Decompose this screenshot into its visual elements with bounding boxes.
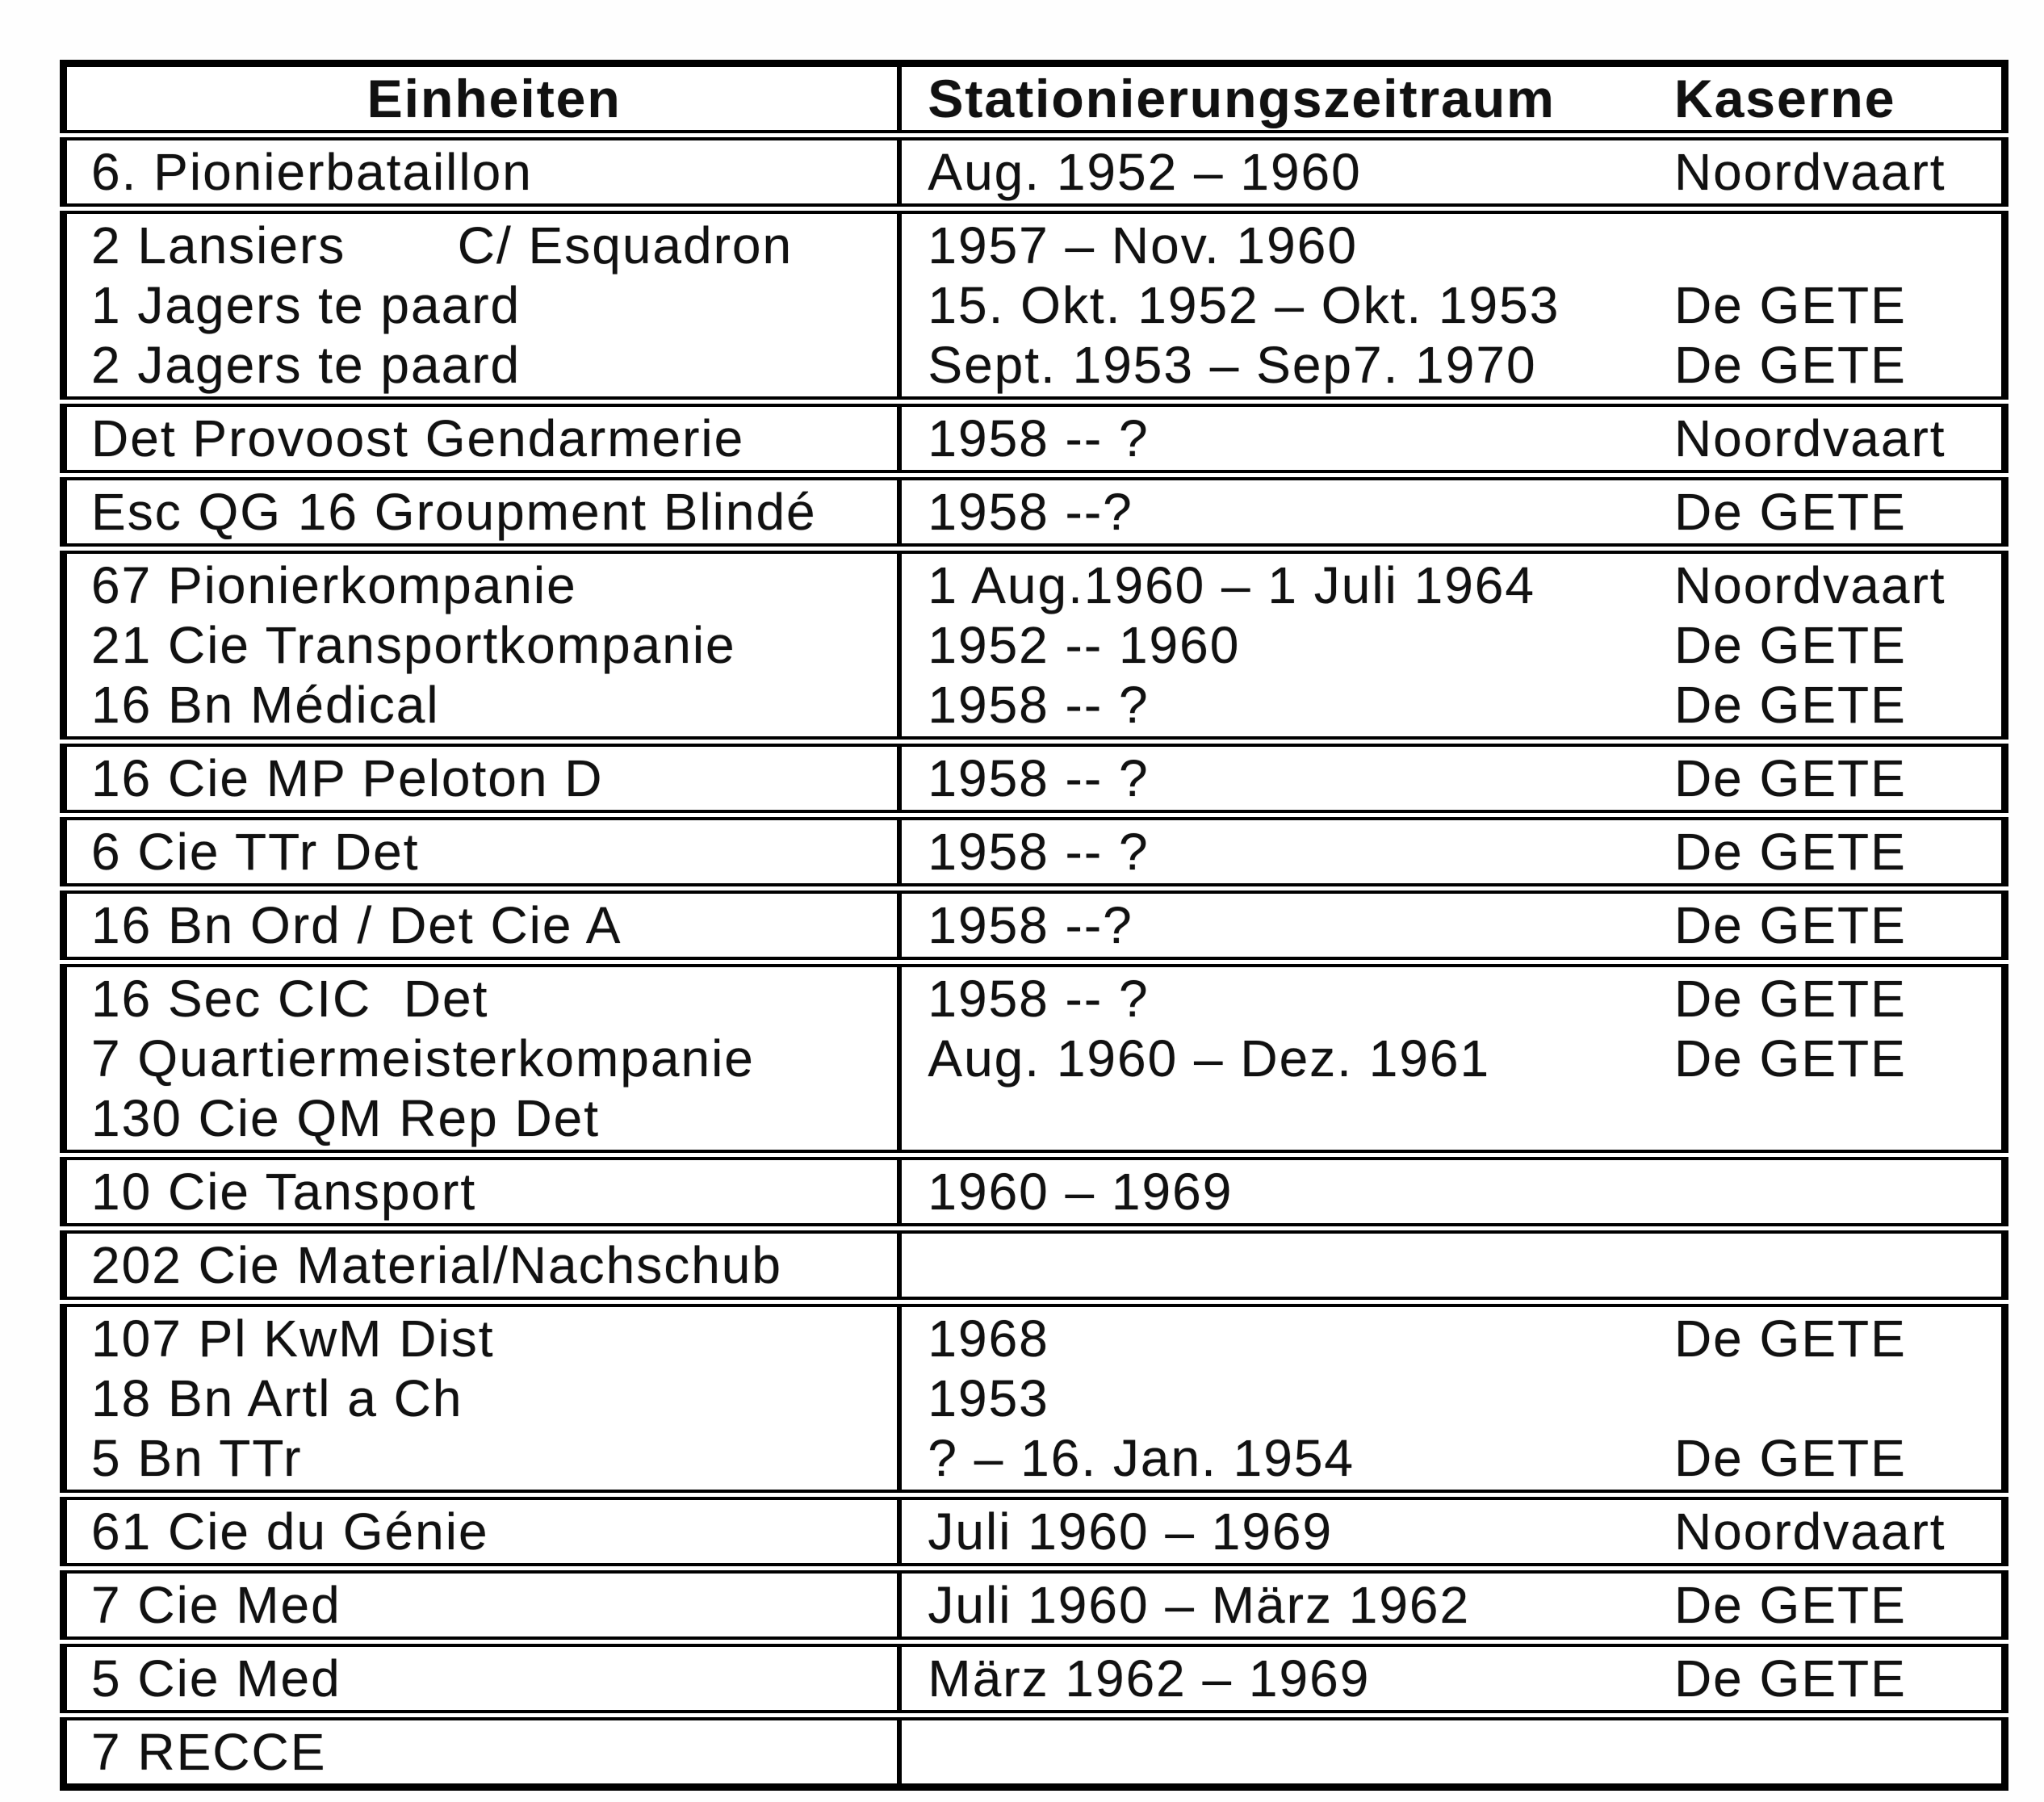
- period-cell: [899, 889, 1669, 962]
- unit-line: 2 Jagers te paard: [91, 336, 521, 394]
- period-cell: [899, 1302, 1669, 1495]
- period-cell: [899, 742, 1669, 815]
- unit-cell: [64, 136, 900, 209]
- table-row-group: [64, 889, 2005, 962]
- unit-line: 16 Bn Ord / Det Cie A: [91, 896, 622, 954]
- table-row-group: [64, 402, 2005, 476]
- kaserne-line: [1674, 1368, 2001, 1428]
- period-line: ? – 16. Jan. 1954: [928, 1429, 1355, 1487]
- period-cell: [899, 136, 1669, 209]
- kaserne-cell: [1669, 815, 2005, 889]
- period-cell: [899, 476, 1669, 549]
- kaserne-line: De GETE: [1673, 749, 1907, 807]
- unit-line: Esc QG 16 Groupment Blindé: [91, 483, 817, 541]
- table-header-row: [64, 64, 2005, 136]
- table-row-group: [64, 1642, 2005, 1716]
- period-line: 1953: [928, 1369, 1049, 1427]
- unit-line: 5 Cie Med: [91, 1649, 341, 1708]
- units-table-body: [64, 136, 2005, 1787]
- kaserne-cell: [1669, 476, 2005, 549]
- period-line: 1958 -- ?: [928, 823, 1150, 881]
- period-line: 1958 --?: [928, 896, 1133, 954]
- header-kaserne: Kaserne: [1673, 69, 1896, 128]
- kaserne-line: Noordvaart: [1673, 143, 1946, 201]
- period-line: 1958 -- ?: [928, 676, 1150, 734]
- kaserne-line: Noordvaart: [1673, 556, 1946, 614]
- kaserne-line: De GETE: [1673, 1029, 1907, 1087]
- unit-line: 21 Cie Transportkompanie: [91, 616, 736, 674]
- period-line: Juli 1960 – 1969: [928, 1502, 1334, 1561]
- kaserne-cell: [1669, 962, 2005, 1155]
- period-cell: [899, 815, 1669, 889]
- unit-line: 202 Cie Material/Nachschub: [91, 1236, 782, 1294]
- kaserne-line: De GETE: [1673, 896, 1907, 954]
- period-cell: [899, 549, 1669, 742]
- unit-cell: [64, 1569, 900, 1642]
- kaserne-line: De GETE: [1673, 1649, 1907, 1708]
- period-cell: [899, 962, 1669, 1155]
- kaserne-cell: [1669, 1155, 2005, 1229]
- unit-line: 7 Cie Med: [91, 1576, 341, 1634]
- unit-line: 2 Lansiers C/ Esquadron: [91, 216, 794, 274]
- period-line: Aug. 1960 – Dez. 1961: [928, 1029, 1491, 1087]
- table-row-group: [64, 1495, 2005, 1569]
- kaserne-line: Noordvaart: [1673, 409, 1946, 467]
- period-cell: [899, 1495, 1669, 1569]
- unit-line: 7 RECCE: [91, 1723, 327, 1781]
- table-row-group: [64, 1155, 2005, 1229]
- period-line: [928, 1235, 1669, 1295]
- kaserne-cell: [1669, 1302, 2005, 1495]
- period-cell: [899, 1716, 1669, 1787]
- table-row-group: [64, 815, 2005, 889]
- unit-cell: [64, 209, 900, 402]
- kaserne-line: De GETE: [1673, 276, 1907, 334]
- unit-line: 107 Pl KwM Dist: [91, 1310, 495, 1368]
- period-cell: [899, 1569, 1669, 1642]
- unit-line: 130 Cie QM Rep Det: [91, 1089, 601, 1147]
- kaserne-line: [1674, 1722, 2001, 1782]
- kaserne-line: De GETE: [1673, 1310, 1907, 1368]
- kaserne-line: De GETE: [1673, 336, 1907, 394]
- kaserne-cell: [1669, 402, 2005, 476]
- kaserne-line: De GETE: [1673, 823, 1907, 881]
- period-line: 1960 – 1969: [928, 1163, 1234, 1221]
- period-cell: [899, 1155, 1669, 1229]
- period-line: 1958 -- ?: [928, 970, 1150, 1028]
- period-cell: [899, 402, 1669, 476]
- kaserne-line: De GETE: [1673, 616, 1907, 674]
- unit-cell: [64, 889, 900, 962]
- period-line: 1 Aug.1960 – 1 Juli 1964: [928, 556, 1535, 614]
- period-line: Aug. 1952 – 1960: [928, 143, 1362, 201]
- unit-cell: [64, 476, 900, 549]
- period-line: 1952 -- 1960: [928, 616, 1241, 674]
- unit-line: 6. Pionierbataillon: [91, 143, 533, 201]
- unit-line: 7 Quartiermeisterkompanie: [91, 1029, 755, 1087]
- kaserne-line: [1674, 1088, 2001, 1148]
- period-line: 1958 -- ?: [928, 409, 1150, 467]
- period-line: 1957 – Nov. 1960: [928, 216, 1358, 274]
- kaserne-line: [1674, 216, 2001, 275]
- period-line: 1968: [928, 1310, 1049, 1368]
- unit-cell: [64, 742, 900, 815]
- unit-cell: [64, 1302, 900, 1495]
- kaserne-cell: [1669, 1229, 2005, 1302]
- table-row-group: [64, 549, 2005, 742]
- table-row-group: [64, 742, 2005, 815]
- kaserne-line: [1674, 1235, 2001, 1295]
- period-line: 15. Okt. 1952 – Okt. 1953: [928, 276, 1560, 334]
- unit-line: 67 Pionierkompanie: [91, 556, 577, 614]
- unit-cell: [64, 1155, 900, 1229]
- unit-line: 6 Cie TTr Det: [91, 823, 420, 881]
- unit-cell: [64, 1642, 900, 1716]
- period-line: Sept. 1953 – Sep7. 1970: [928, 336, 1537, 394]
- unit-line: 5 Bn TTr: [91, 1429, 303, 1487]
- unit-cell: [64, 549, 900, 742]
- unit-line: 16 Sec CIC Det: [91, 970, 489, 1028]
- period-line: [928, 1722, 1669, 1782]
- kaserne-cell: [1669, 549, 2005, 742]
- unit-line: Det Provoost Gendarmerie: [91, 409, 745, 467]
- kaserne-cell: [1669, 209, 2005, 402]
- kaserne-line: [1674, 1162, 2001, 1222]
- kaserne-line: De GETE: [1673, 1429, 1907, 1487]
- table-row-group: [64, 1716, 2005, 1787]
- unit-line: 18 Bn Artl a Ch: [91, 1369, 463, 1427]
- header-stationierungszeitraum: Stationierungszeitraum: [928, 69, 1556, 128]
- table-row-group: [64, 1569, 2005, 1642]
- unit-line: 10 Cie Tansport: [91, 1163, 477, 1221]
- unit-cell: [64, 1229, 900, 1302]
- kaserne-cell: [1669, 742, 2005, 815]
- kaserne-cell: [1669, 1569, 2005, 1642]
- period-line: 1958 -- ?: [928, 749, 1150, 807]
- table-row-group: [64, 136, 2005, 209]
- unit-cell: [64, 962, 900, 1155]
- table-row-group: [64, 1302, 2005, 1495]
- unit-line: 16 Bn Médical: [91, 676, 440, 734]
- unit-cell: [64, 1495, 900, 1569]
- kaserne-line: Noordvaart: [1673, 1502, 1946, 1561]
- unit-line: 61 Cie du Génie: [91, 1502, 489, 1561]
- unit-line: 16 Cie MP Peloton D: [91, 749, 604, 807]
- kaserne-line: De GETE: [1673, 1576, 1907, 1634]
- header-einheiten: Einheiten: [64, 64, 900, 136]
- period-line: Juli 1960 – März 1962: [928, 1576, 1471, 1634]
- unit-cell: [64, 402, 900, 476]
- period-cell: [899, 1229, 1669, 1302]
- units-table: [60, 60, 2008, 1791]
- unit-line: 1 Jagers te paard: [91, 276, 521, 334]
- unit-cell: [64, 1716, 900, 1787]
- period-cell: [899, 1642, 1669, 1716]
- table-row-group: [64, 476, 2005, 549]
- table-row-group: [64, 209, 2005, 402]
- kaserne-cell: [1669, 1642, 2005, 1716]
- kaserne-cell: [1669, 889, 2005, 962]
- kaserne-cell: [1669, 136, 2005, 209]
- period-cell: [899, 209, 1669, 402]
- table-row-group: [64, 1229, 2005, 1302]
- kaserne-line: De GETE: [1673, 483, 1907, 541]
- period-line: 1958 --?: [928, 483, 1133, 541]
- kaserne-line: De GETE: [1673, 970, 1907, 1028]
- table-row-group: [64, 962, 2005, 1155]
- kaserne-line: De GETE: [1673, 676, 1907, 734]
- kaserne-cell: [1669, 1716, 2005, 1787]
- period-line: [928, 1088, 1669, 1148]
- kaserne-cell: [1669, 1495, 2005, 1569]
- period-line: März 1962 – 1969: [928, 1649, 1371, 1708]
- unit-cell: [64, 815, 900, 889]
